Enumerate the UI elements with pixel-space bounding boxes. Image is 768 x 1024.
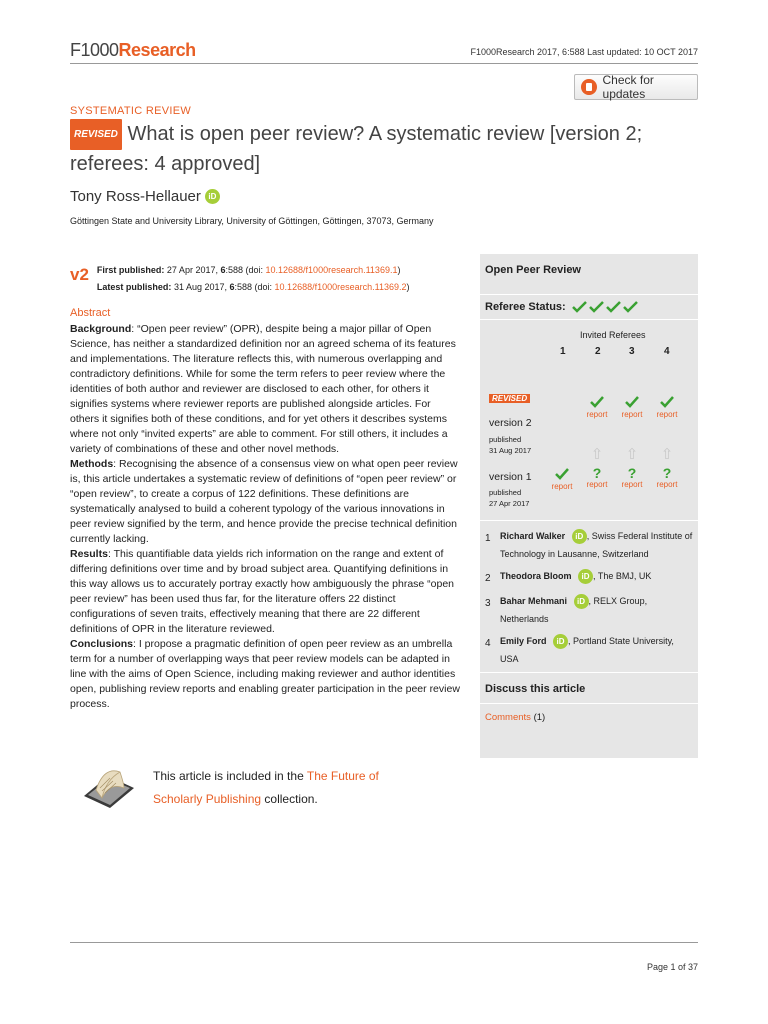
version-1-label: version 1: [489, 471, 532, 483]
page-number: Page 1 of 37: [646, 962, 698, 972]
abstract: [70, 306, 460, 712]
collection-link[interactable]: The Future of Scholarly Publishing: [153, 769, 379, 806]
comments: Comments (1): [485, 712, 546, 723]
referee-4-v2-report[interactable]: report: [652, 396, 682, 420]
footer-divider: [70, 942, 698, 943]
tablet-book-icon: [80, 758, 138, 818]
orcid-icon[interactable]: iD: [574, 594, 589, 609]
revised-badge: REVISED: [70, 119, 122, 150]
version-2-published: published 31 Aug 2017: [489, 435, 532, 455]
version-1-published: published 27 Apr 2017: [489, 488, 530, 508]
approved-check-icon: [606, 301, 621, 313]
approved-with-reservations-icon: ?: [592, 465, 602, 481]
article-title: [70, 119, 710, 179]
open-peer-review-sidebar: [480, 254, 698, 758]
referee-column-3: 3: [629, 346, 635, 357]
up-arrow-icon: ⇧: [660, 446, 674, 463]
approved-check-icon: [660, 396, 674, 408]
orcid-icon[interactable]: iD: [553, 634, 568, 649]
version-info: [70, 262, 410, 296]
referee-2-v2-report[interactable]: report: [582, 396, 612, 420]
bookmark-icon: [581, 79, 597, 95]
referee-name[interactable]: Bahar Mehmani: [500, 596, 568, 606]
referee-column-1: 1: [560, 346, 566, 357]
referee-column-2: 2: [595, 346, 601, 357]
discuss-heading: Discuss this article: [485, 683, 586, 695]
referee-item: 2 Theodora Bloom iD , The BMJ, UK: [485, 571, 652, 584]
author: [70, 188, 220, 205]
revised-badge-small: REVISED: [489, 394, 530, 403]
check-for-updates-label: Check for updates: [602, 73, 654, 101]
abstract-methods: Methods: Recognising the absence of a consensus view on what open peer review is, this article undertakes a systematic review of definitions of “open peer review” or “open review”, to create a corpus of 122 definitions. These definitions are systematically analysed to build a coherent typology of the various innovations in peer review signified by the term, and hence provide the precise technical definition currently lacking.: [70, 458, 458, 545]
approved-check-icon: [555, 468, 569, 480]
referee-list: [480, 521, 698, 668]
author-name[interactable]: Tony Ross-Hellauer: [70, 188, 201, 205]
invited-referees-label: Invited Referees: [580, 330, 646, 340]
referee-name[interactable]: Theodora Bloom: [500, 571, 572, 581]
abstract-background: Background: “Open peer review” (OPR), despite being a major pillar of Open Science, has neither a standardized definition nor an agreed schema of its features and implementations. The literature reflects this, with numerous overlapping and contradictory definitions. While for some the term refers to peer review where the identities of both author and reviewer are disclosed to each other, for others it signifies systems where reviewer reports are published alongside articles. For others it signifies both of these conditions, and for yet others it describes systems where not only “invited experts” are able to comment. For still others, it includes a variety of combinations of these and other novel methods.: [70, 323, 456, 455]
referee-3-v2-report[interactable]: report: [617, 396, 647, 420]
comments-link[interactable]: Comments: [485, 712, 531, 723]
latest-published: Latest published: 31 Aug 2017, 6:588 (doi: 10.12688/f1000research.11369.2): [96, 282, 410, 292]
check-for-updates-button[interactable]: [574, 74, 698, 100]
approved-with-reservations-icon: ?: [627, 465, 637, 481]
referee-1-v1-report[interactable]: report: [547, 468, 577, 492]
version-tag: v2: [70, 265, 89, 284]
referee-item: 4 Emily Ford iD , Portland State University, USA: [485, 636, 674, 664]
header-meta: F1000Research 2017, 6:588 Last updated: 10 OCT 2017: [470, 47, 698, 57]
orcid-icon[interactable]: iD: [572, 529, 587, 544]
open-peer-review-heading: Open Peer Review: [485, 264, 581, 276]
orcid-icon[interactable]: iD: [578, 569, 593, 584]
abstract-results: Results: This quantifiable data yields rich information on the range and extent of differing definitions over time and by broad subject area. Quantifying definitions in this way allows us to accurately portray exactly how ambiguously the phrase “open peer review” has been used thus far, for the literature offers 22 distinct configurations of seven traits, effectively meaning that there are 22 different definitions of OPR in the literature reviewed.: [70, 548, 455, 635]
abstract-heading: Abstract: [70, 307, 111, 319]
referee-3-v1-report[interactable]: ? report: [617, 466, 647, 490]
approved-check-icon: [625, 396, 639, 408]
approved-check-icon: [623, 301, 638, 313]
article-title-text: What is open peer review? A systematic review [version 2; referees: 4 approved]: [70, 123, 643, 175]
referee-item: 1 Richard Walker iD , Swiss Federal Institute of Technology in Lausanne, Switzerland: [485, 531, 693, 559]
referee-status: Referee Status:: [480, 295, 698, 319]
header-divider: [70, 63, 698, 64]
approved-with-reservations-icon: ?: [662, 465, 672, 481]
referee-name[interactable]: Richard Walker: [500, 531, 566, 541]
first-doi-link[interactable]: 10.12688/f1000research.11369.1: [265, 265, 398, 275]
referee-item: 3 Bahar Mehmani iD , RELX Group, Netherlands: [485, 596, 648, 624]
collection-text: This article is included in the The Future of Scholarly Publishing collection.: [153, 769, 379, 806]
f1000research-logo: [70, 40, 196, 61]
approved-check-icon: [589, 301, 604, 313]
approved-check-icon: [572, 301, 587, 313]
author-affiliation: Göttingen State and University Library, University of Göttingen, Göttingen, 37073, Germany: [70, 216, 434, 226]
referee-column-4: 4: [664, 346, 670, 357]
referee-name[interactable]: Emily Ford: [500, 636, 547, 646]
version-2-label: version 2: [489, 417, 532, 429]
logo-research-text: Research: [118, 40, 196, 60]
first-published: First published: 27 Apr 2017, 6:588 (doi: 10.12688/f1000research.11369.1): [96, 265, 401, 275]
abstract-conclusions: Conclusions: I propose a pragmatic definition of open peer review as an umbrella term for a number of overlapping ways that peer review models can be adapted in line with the aims of Open Science, including making reviewer and author identities open, publishing review reports and enabling greater participation in the peer review process.: [70, 638, 460, 710]
up-arrow-icon: ⇧: [625, 446, 639, 463]
orcid-icon[interactable]: iD: [205, 189, 220, 204]
referee-4-v1-report[interactable]: ? report: [652, 466, 682, 490]
collection-notice: [80, 758, 423, 818]
referee-2-v1-report[interactable]: ? report: [582, 466, 612, 490]
up-arrow-icon: ⇧: [590, 446, 604, 463]
latest-doi-link[interactable]: 10.12688/f1000research.11369.2: [274, 282, 407, 292]
logo-f1000-text: F1000: [70, 40, 119, 60]
article-type-label: SYSTEMATIC REVIEW: [70, 105, 192, 117]
approved-check-icon: [590, 396, 604, 408]
referee-table: [480, 320, 698, 520]
